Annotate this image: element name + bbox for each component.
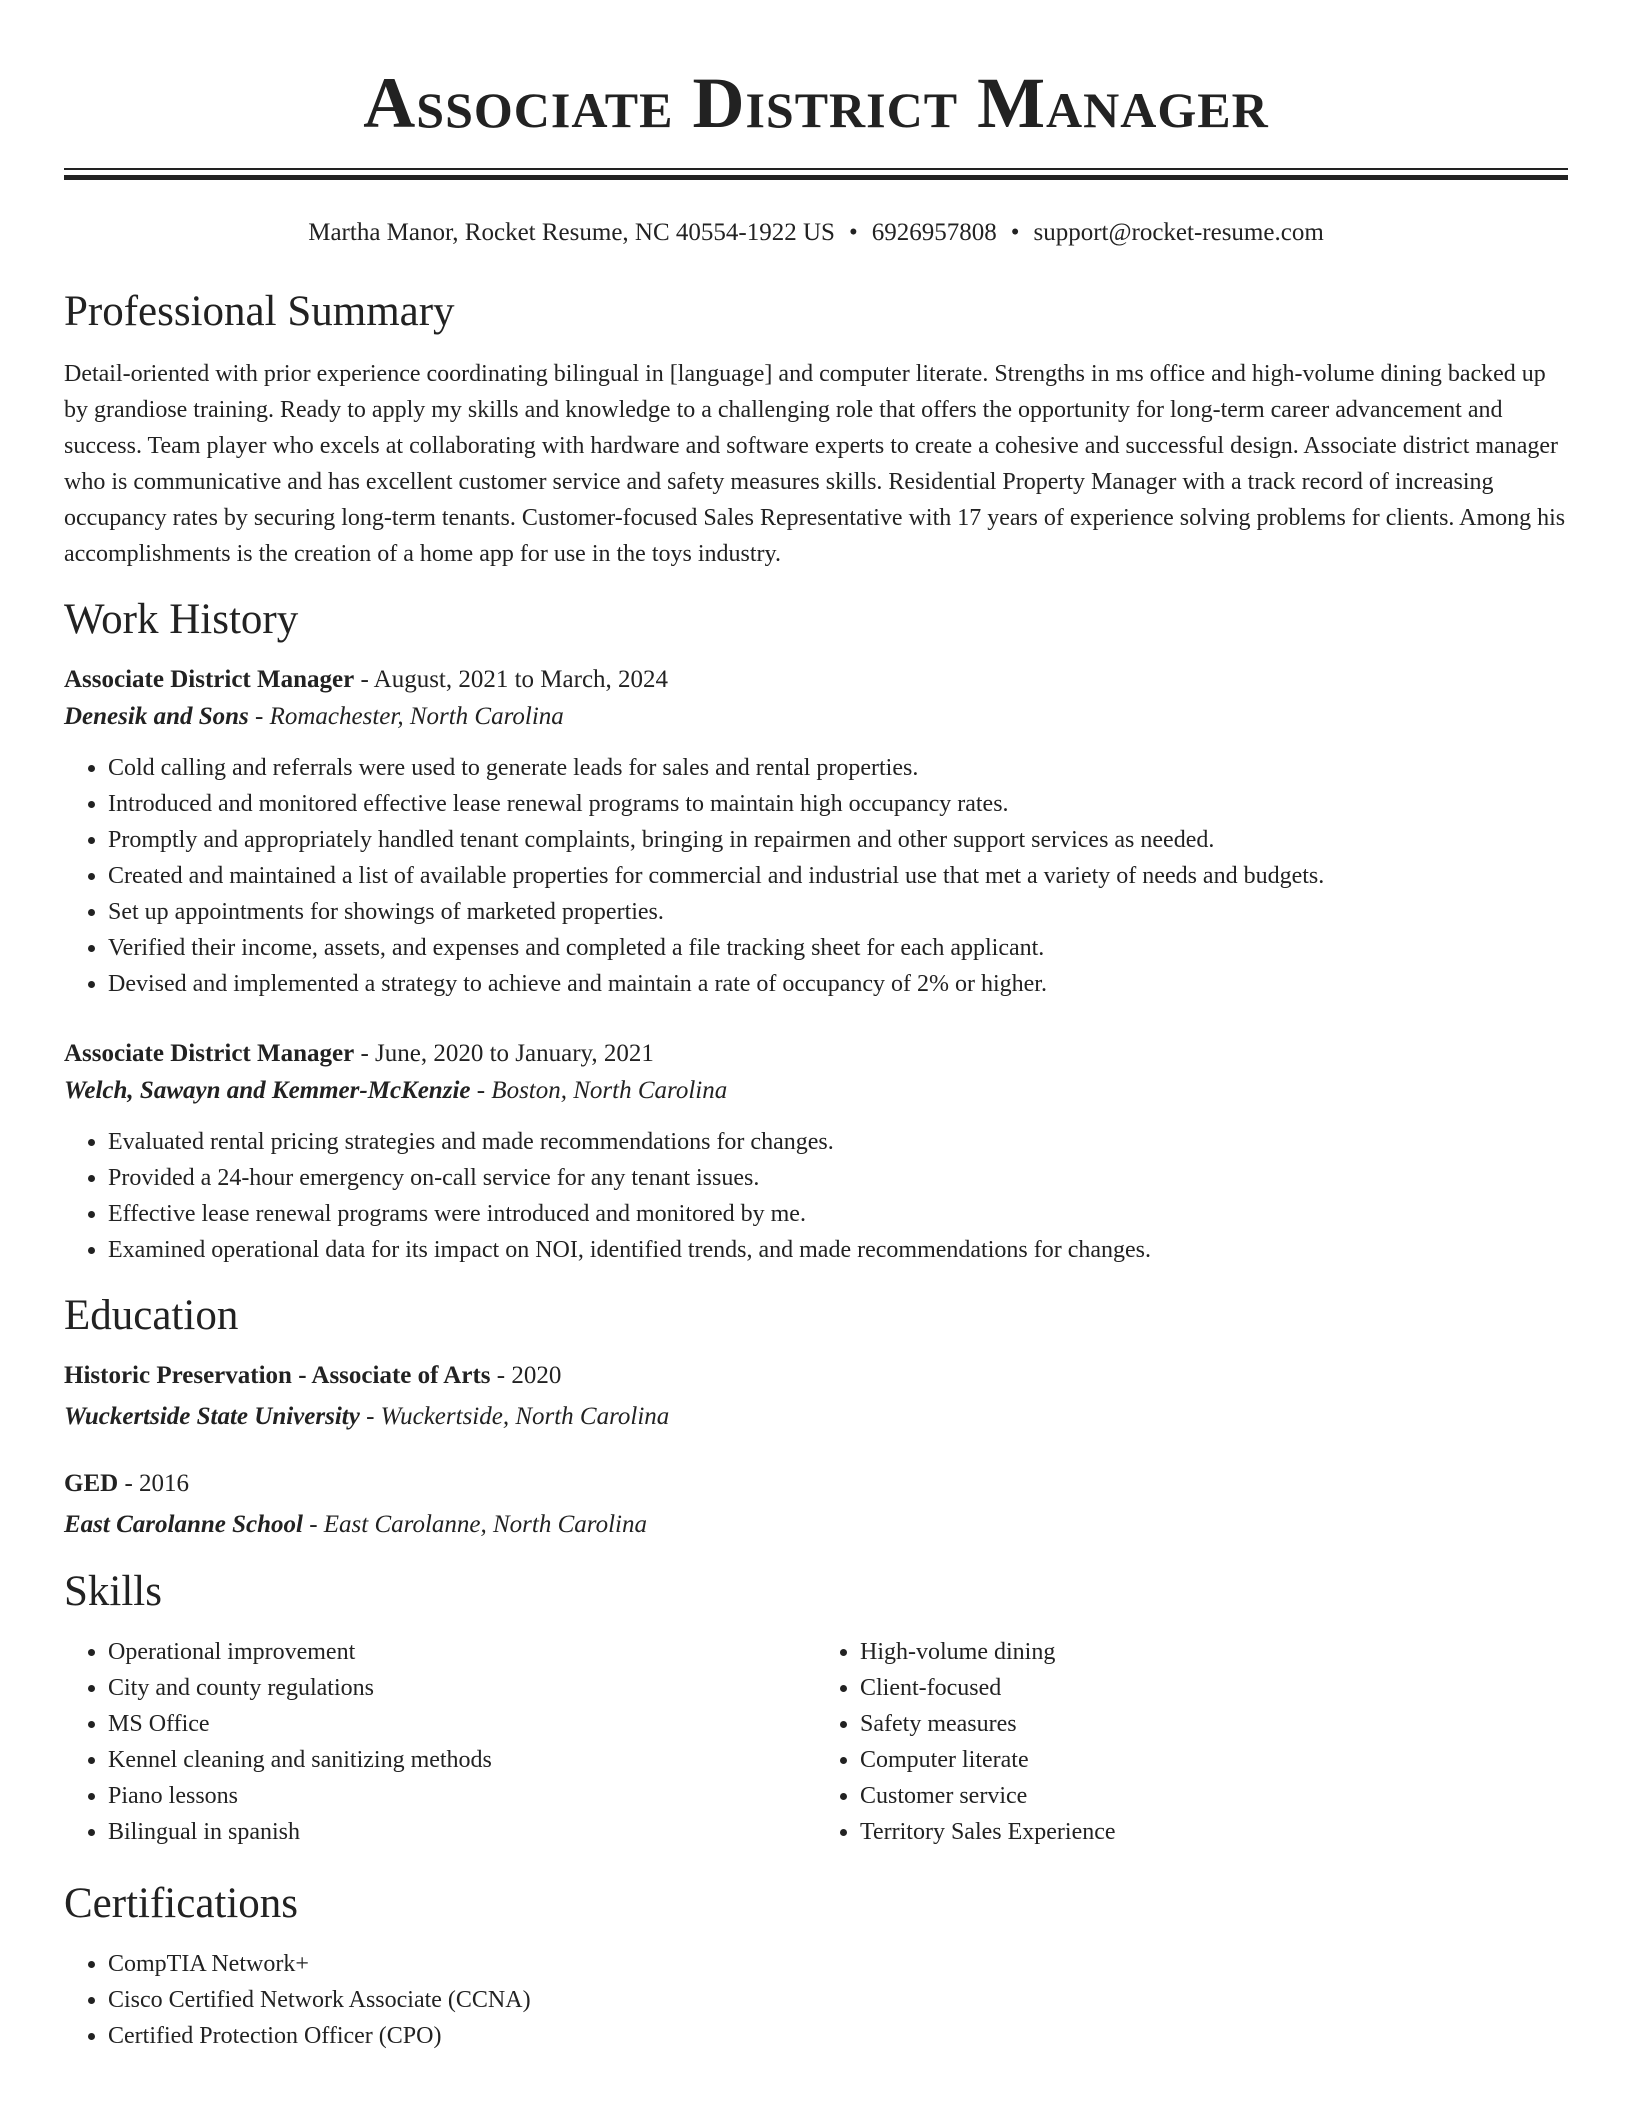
job-duties-list	[64, 750, 1568, 1002]
list-item: • Verified their income, assets, and expenses and completed a file tracking sheet for each applicant.	[108, 930, 1568, 966]
skills-heading: Skills	[64, 1568, 162, 1615]
education-location: - Wuckertside, North Carolina	[359, 1403, 670, 1430]
education-school-line	[64, 1506, 1568, 1544]
list-item: • High-volume dining	[860, 1634, 1568, 1670]
job-dates: - August, 2021 to March, 2024	[354, 666, 669, 693]
education-degree: GED	[64, 1470, 119, 1497]
list-item: • Promptly and appropriately handled tenant complaints, bringing in repairmen and other support services as needed.	[108, 822, 1568, 858]
list-item: • Examined operational data for its impact on NOI, identified trends, and made recommendations for changes.	[108, 1232, 1568, 1268]
list-item: • Effective lease renewal programs were introduced and monitored by me.	[108, 1196, 1568, 1232]
skills-list	[64, 1634, 1568, 1850]
certifications-heading: Certifications	[64, 1880, 299, 1927]
job-entry	[64, 1036, 1568, 1268]
summary-heading: Professional Summary	[64, 288, 455, 335]
work-history-heading: Work History	[64, 596, 299, 643]
education-location: - East Carolanne, North Carolina	[302, 1511, 647, 1538]
education-school: Wuckertside State University	[64, 1403, 360, 1430]
education-year: - 2020	[490, 1362, 562, 1389]
job-company-line	[64, 698, 1568, 736]
list-item: • Bilingual in spanish	[108, 1814, 816, 1850]
education-heading: Education	[64, 1292, 239, 1339]
education-degree-line	[64, 1466, 1568, 1502]
contact-separator: •	[1010, 219, 1020, 246]
list-item: • Cold calling and referrals were used to generate leads for sales and rental properties.	[108, 750, 1568, 786]
resume-title: Associate District Manager	[363, 63, 1269, 143]
list-item: • Territory Sales Experience	[860, 1814, 1568, 1850]
job-title: Associate District Manager	[64, 666, 355, 693]
job-company: Welch, Sawayn and Kemmer-McKenzie	[64, 1077, 471, 1104]
contact-phone: 6926957808	[871, 219, 997, 246]
job-dates: - June, 2020 to January, 2021	[354, 1040, 654, 1067]
list-item: • Devised and implemented a strategy to achieve and maintain a rate of occupancy of 2% or higher.	[108, 966, 1568, 1002]
education-entry	[64, 1358, 1568, 1436]
list-item: • Introduced and monitored effective lease renewal programs to maintain high occupancy rates.	[108, 786, 1568, 822]
list-item: • City and county regulations	[108, 1670, 816, 1706]
job-duties-list	[64, 1124, 1568, 1268]
list-item: • Computer literate	[860, 1742, 1568, 1778]
job-title-line	[64, 1036, 1568, 1072]
skills-column-right	[816, 1634, 1568, 1850]
job-location: - Boston, North Carolina	[470, 1077, 728, 1104]
contact-address: Martha Manor, Rocket Resume, NC 40554-1922 US	[308, 219, 835, 246]
job-title: Associate District Manager	[64, 1040, 355, 1067]
list-item: • MS Office	[108, 1706, 816, 1742]
job-location: - Romachester, North Carolina	[248, 703, 564, 730]
list-item: • Set up appointments for showings of marketed properties.	[108, 894, 1568, 930]
job-title-line	[64, 662, 1568, 698]
contact-separator: •	[848, 219, 858, 246]
title-divider	[64, 168, 1568, 180]
education-entry	[64, 1466, 1568, 1544]
contact-line	[64, 216, 1568, 250]
job-company-line	[64, 1072, 1568, 1110]
list-item: • Safety measures	[860, 1706, 1568, 1742]
summary-text: Detail-oriented with prior experience coordinating bilingual in [language] and computer literate. Strengths in ms office and high-volume dining backed up by grandiose training. Ready to apply my skills and knowledge to a challenging role that offers the opportunity for long-term career advancement and success. Team player who excels at collaborating with hardware and software experts to create a cohesive and successful design. Associate district manager who is communicative and has excellent customer service and safety measures skills. Residential Property Manager with a track record of increasing occupancy rates by securing long-term tenants. Customer-focused Sales Representative with 17 years of experience solving problems for clients. Among his accomplishments is the creation of a home app for use in the toys industry.	[64, 361, 1566, 567]
education-school: East Carolanne School	[64, 1511, 303, 1538]
education-school-line	[64, 1398, 1568, 1436]
job-entry	[64, 662, 1568, 1002]
list-item: • Kennel cleaning and sanitizing methods	[108, 1742, 816, 1778]
job-company: Denesik and Sons	[64, 703, 249, 730]
list-item: • Client-focused	[860, 1670, 1568, 1706]
contact-email: support@rocket-resume.com	[1033, 219, 1324, 246]
list-item: • Provided a 24-hour emergency on-call service for any tenant issues.	[108, 1160, 1568, 1196]
list-item: • Customer service	[860, 1778, 1568, 1814]
skills-column-left	[64, 1634, 816, 1850]
list-item: • Certified Protection Officer (CPO)	[108, 2018, 1568, 2054]
list-item: • Operational improvement	[108, 1634, 816, 1670]
list-item: • CompTIA Network+	[108, 1946, 1568, 1982]
education-degree-line	[64, 1358, 1568, 1394]
list-item: • Created and maintained a list of available properties for commercial and industrial use that met a variety of needs and budgets.	[108, 858, 1568, 894]
list-item: • Evaluated rental pricing strategies and made recommendations for changes.	[108, 1124, 1568, 1160]
education-year: - 2016	[118, 1470, 190, 1497]
education-degree: Historic Preservation - Associate of Arts	[64, 1362, 491, 1389]
list-item: • Piano lessons	[108, 1778, 816, 1814]
certifications-list	[64, 1946, 1568, 2054]
list-item: • Cisco Certified Network Associate (CCNA)	[108, 1982, 1568, 2018]
